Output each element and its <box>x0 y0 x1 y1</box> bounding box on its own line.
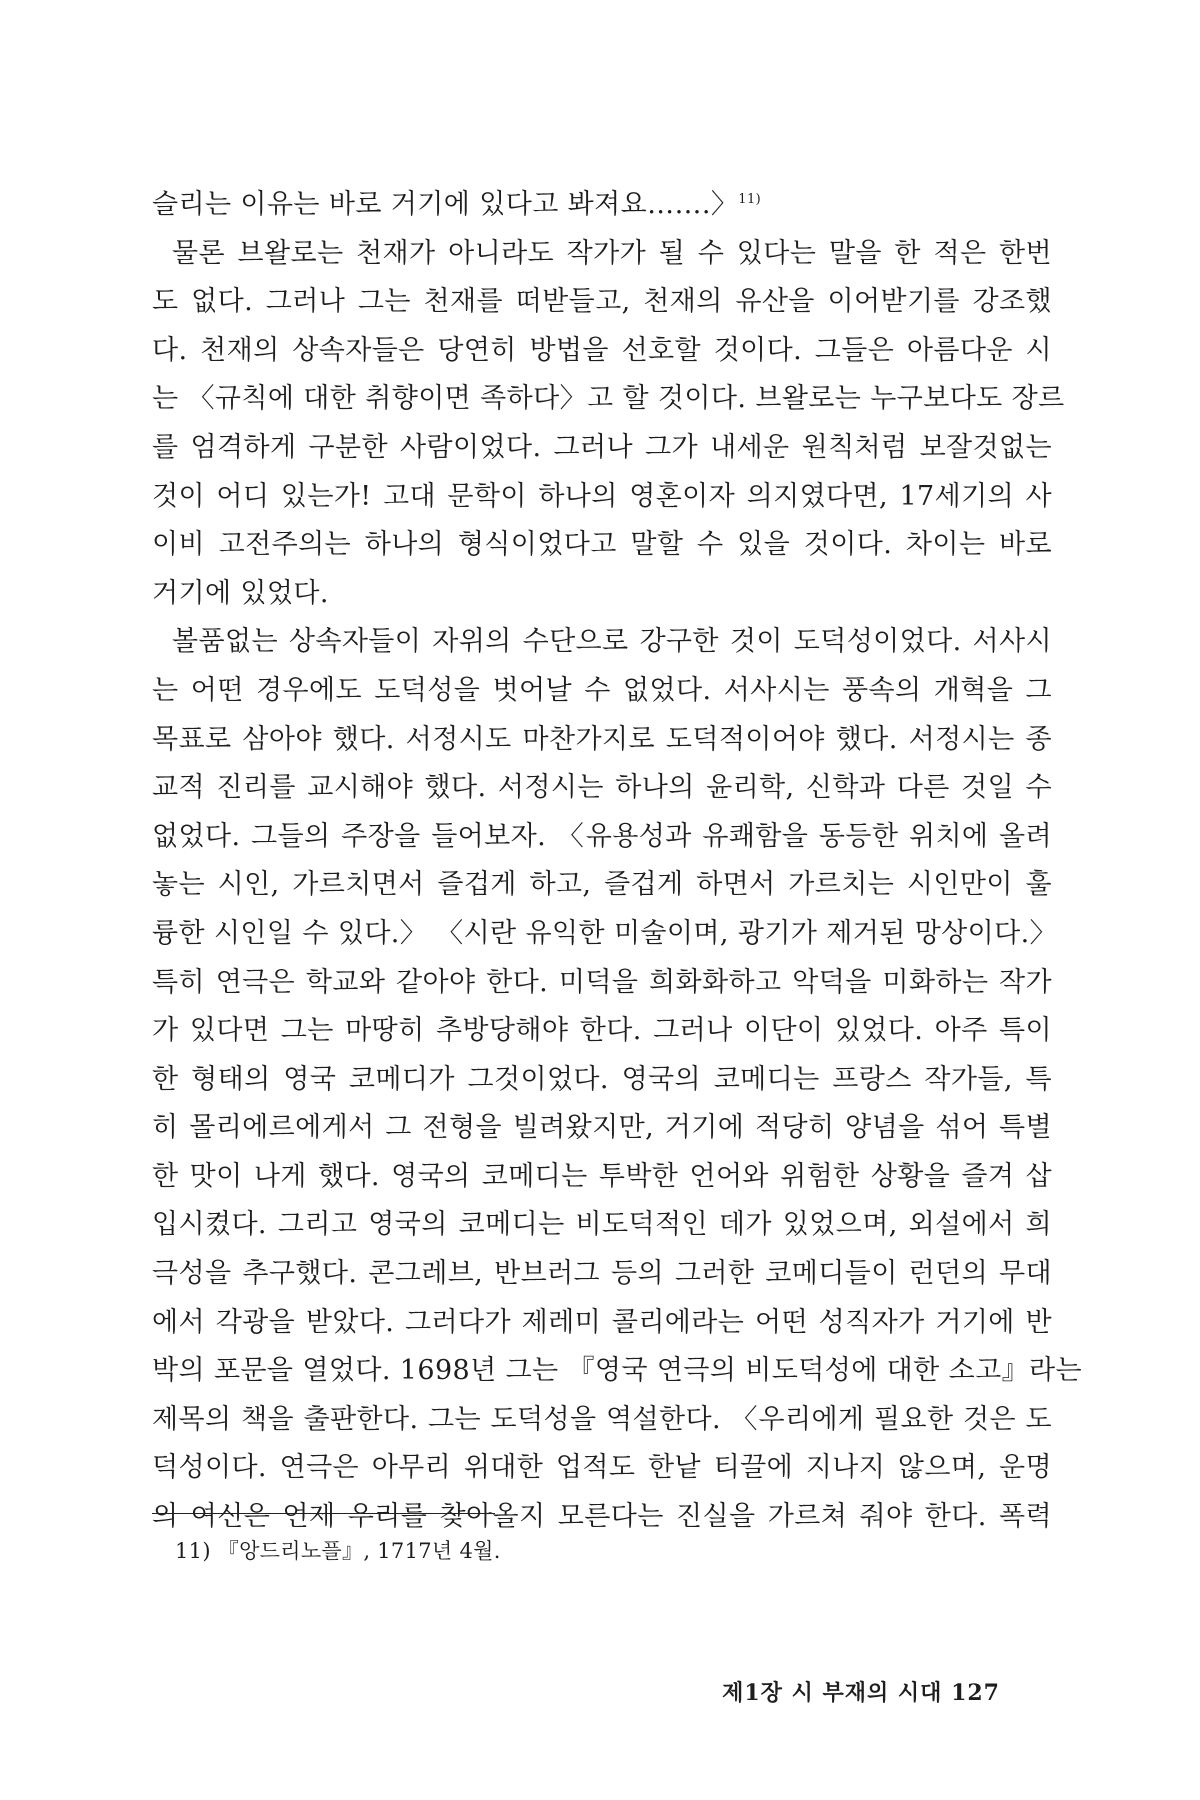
line-text: 슬리는 이유는 바로 거기에 있다고 봐져요…….〉 <box>152 189 739 220</box>
text-line <box>152 1250 1052 1299</box>
line-text: 덕성이다. 연극은 아무리 위대한 업적도 한낱 티끌에 지나지 않으며, 운명 <box>152 1452 1052 1484</box>
line-text: 볼품없는 상속자들이 자위의 수단으로 강구한 것이 도덕성이었다. 서사시 <box>172 626 1052 658</box>
text-line <box>152 1201 1052 1250</box>
line-text: 는 어떤 경우에도 도덕성을 벗어날 수 없었다. 서사시는 풍속의 개혁을 그 <box>152 674 1052 706</box>
line-text: 특히 연극은 학교와 같아야 한다. 미덕을 희화화하고 악덕을 미화하는 작가 <box>152 966 1052 998</box>
text-line <box>152 959 1052 1008</box>
line-text: 륭한 시인일 수 있다.〉 〈시란 유익한 미술이며, 광기가 제거된 망상이다.〉 <box>152 917 1058 949</box>
text-line <box>152 1396 1052 1445</box>
line-text: 한 형태의 영국 코메디가 그것이었다. 영국의 코메디는 프랑스 작가들, 특 <box>152 1063 1052 1095</box>
text-line <box>152 667 1052 716</box>
text-line <box>152 1444 1052 1493</box>
text-line <box>152 327 1052 376</box>
text-line <box>152 521 1052 570</box>
line-text: 를 엄격하게 구분한 사람이었다. 그러나 그가 내세운 원칙처럼 보잘것없는 <box>152 431 1052 463</box>
line-text: 박의 포문을 열었다. 1698년 그는 『영국 연극의 비도덕성에 대한 소고』라는 <box>152 1355 1082 1387</box>
text-line <box>152 861 1052 910</box>
line-text: 것이 어디 있는가! 고대 문학이 하나의 영혼이자 의지였다면, 17세기의 사 <box>152 480 1052 512</box>
text-line <box>152 424 1052 473</box>
line-text: 는 〈규칙에 대한 취향이면 족하다〉고 할 것이다. 브왈로는 누구보다도 장르 <box>152 383 1065 415</box>
line-text: 의 여신은 언제 우리를 찾아올지 모른다는 진실을 가르쳐 줘야 한다. 폭력 <box>152 1501 1052 1533</box>
text-line <box>152 570 1052 619</box>
text-line <box>152 910 1058 959</box>
line-text: 놓는 시인, 가르치면서 즐겁게 하고, 즐겁게 하면서 가르치는 시인만이 훌 <box>152 869 1052 901</box>
text-line <box>152 1104 1052 1153</box>
text-line <box>152 375 1065 424</box>
line-text: 제목의 책을 출판한다. 그는 도덕성을 역설한다. 〈우리에게 필요한 것은 도 <box>152 1403 1052 1435</box>
text-line <box>152 1153 1052 1202</box>
line-text: 목표로 삼아야 했다. 서정시도 마찬가지로 도덕적이어야 했다. 서정시는 종 <box>152 723 1052 755</box>
line-text: 가 있다면 그는 마땅히 추방당해야 한다. 그러나 이단이 있었다. 아주 특이 <box>152 1015 1052 1047</box>
line-text: 교적 진리를 교시해야 했다. 서정시는 하나의 윤리학, 신학과 다른 것일 수 <box>152 772 1052 804</box>
text-line <box>152 278 1052 327</box>
line-text: 거기에 있었다. <box>152 577 329 609</box>
text-line <box>152 813 1052 862</box>
line-text: 에서 각광을 받았다. 그러다가 제레미 콜리에라는 어떤 성직자가 거기에 반 <box>152 1306 1052 1338</box>
line-text: 이비 고전주의는 하나의 형식이었다고 말할 수 있을 것이다. 차이는 바로 <box>152 529 1052 561</box>
text-line <box>152 230 1052 279</box>
text-line <box>152 1056 1052 1105</box>
line-text: 극성을 추구했다. 콘그레브, 반브러그 등의 그러한 코메디들이 런던의 무대 <box>152 1258 1052 1290</box>
body-text <box>152 181 1082 1542</box>
line-text: 다. 천재의 상속자들은 당연히 방법을 선호할 것이다. 그들은 아름다운 시 <box>152 334 1052 366</box>
text-line <box>152 716 1052 765</box>
line-text: 없었다. 그들의 주장을 들어보자. 〈유용성과 유쾌함을 동등한 위치에 올려 <box>152 820 1052 852</box>
text-line <box>152 1493 1052 1542</box>
text-line <box>152 1007 1052 1056</box>
running-footer: 제1장 시 부재의 시대 127 <box>722 1680 1000 1706</box>
footnote-marker: 11) <box>738 192 762 207</box>
text-line <box>152 1347 1082 1396</box>
line-text: 히 몰리에르에게서 그 전형을 빌려왔지만, 거기에 적당히 양념을 섞어 특별 <box>152 1112 1052 1144</box>
text-line <box>152 764 1052 813</box>
line-text: 한 맛이 나게 했다. 영국의 코메디는 투박한 언어와 위험한 상황을 즐겨 삽 <box>152 1160 1052 1192</box>
line-text: 물론 브왈로는 천재가 아니라도 작가가 될 수 있다는 말을 한 적은 한번 <box>172 237 1052 269</box>
line-text: 도 없다. 그러나 그는 천재를 떠받들고, 천재의 유산을 이어받기를 강조했 <box>152 286 1052 318</box>
text-line <box>152 1299 1052 1348</box>
footnote-separator <box>152 1513 495 1514</box>
text-line <box>152 618 1052 667</box>
line-text: 입시켰다. 그리고 영국의 코메디는 비도덕적인 데가 있었으며, 외설에서 희 <box>152 1209 1052 1241</box>
text-line <box>152 473 1052 522</box>
footnote: 11) 『앙드리노플』, 1717년 4월. <box>175 1539 501 1563</box>
text-line <box>152 181 1052 230</box>
